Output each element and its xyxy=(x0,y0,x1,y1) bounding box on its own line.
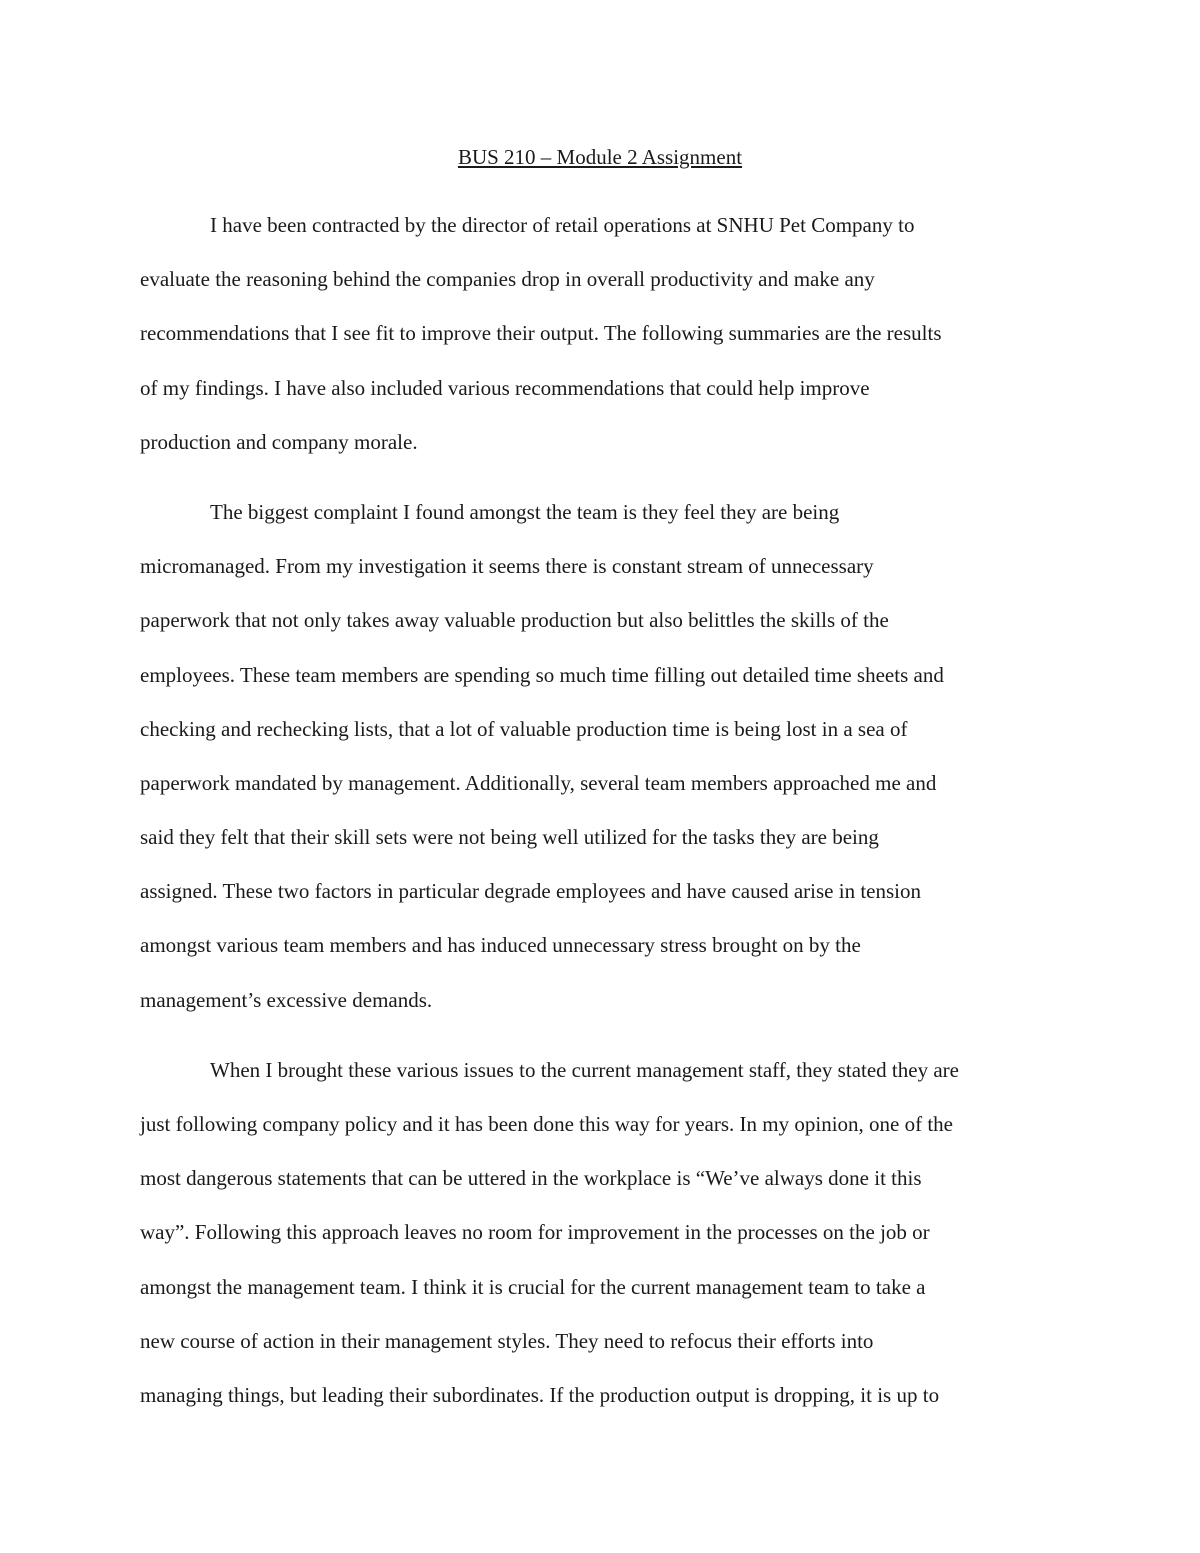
paragraph-line: way”. Following this approach leaves no room for improvement in the processes on the job or xyxy=(140,1220,930,1245)
paragraph-line: amongst various team members and has induced unnecessary stress brought on by the xyxy=(140,933,861,958)
paragraph-line: The biggest complaint I found amongst the team is they feel they are being xyxy=(210,499,840,524)
paragraph-line: management’s excessive demands. xyxy=(140,987,433,1012)
paragraph-line: micromanaged. From my investigation it seems there is constant stream of unnecessary xyxy=(140,554,874,579)
paragraph-line: most dangerous statements that can be uttered in the workplace is “We’ve always done it this xyxy=(140,1166,922,1191)
paragraph-line: just following company policy and it has been done this way for years. In my opinion, one of the xyxy=(140,1112,954,1136)
paragraph-line: paperwork that not only takes away valuable production but also belittles the skills of the xyxy=(140,608,889,633)
paragraph-spacer xyxy=(140,1037,1060,1053)
paragraph-line: of my findings. I have also included various recommendations that could help improve xyxy=(140,375,870,400)
paragraph-line: I have been contracted by the director of retail operations at SNHU Pet Company to xyxy=(210,213,915,237)
paragraph-2 xyxy=(140,495,1060,1037)
paragraph-line: amongst the management team. I think it is crucial for the current management team to take a xyxy=(140,1274,926,1299)
paragraph-line: recommendations that I see fit to improve their output. The following summaries are the results xyxy=(140,321,942,346)
paragraph-line: assigned. These two factors in particular degrade employees and have caused arise in tension xyxy=(140,879,921,904)
paragraph-line: employees. These team members are spending so much time filling out detailed time sheets and xyxy=(140,662,944,687)
paragraph-line: paperwork mandated by management. Additionally, several team members approached me and xyxy=(140,770,937,795)
paragraph-3 xyxy=(140,1053,1060,1432)
paragraph-line: checking and rechecking lists, that a lot of valuable production time is being lost in a sea of xyxy=(140,716,908,741)
paragraph-line: production and company morale. xyxy=(140,429,418,454)
paragraph-1 xyxy=(140,208,1060,479)
paragraph-line: evaluate the reasoning behind the companies drop in overall productivity and make any xyxy=(140,267,875,292)
paragraph-line: said they felt that their skill sets were not being well utilized for the tasks they are being xyxy=(140,825,879,850)
paragraph-spacer xyxy=(140,479,1060,495)
title-spacer xyxy=(140,174,1060,208)
paragraph-line: When I brought these various issues to the current management staff, they stated they are xyxy=(210,1057,959,1082)
paragraph-line: managing things, but leading their subordinates. If the production output is dropping, it is up to xyxy=(140,1382,940,1407)
document-title: BUS 210 – Module 2 Assignment xyxy=(457,145,743,169)
paragraph-line: new course of action in their management styles. They need to refocus their efforts into xyxy=(140,1328,874,1353)
document-body xyxy=(140,140,1060,1432)
